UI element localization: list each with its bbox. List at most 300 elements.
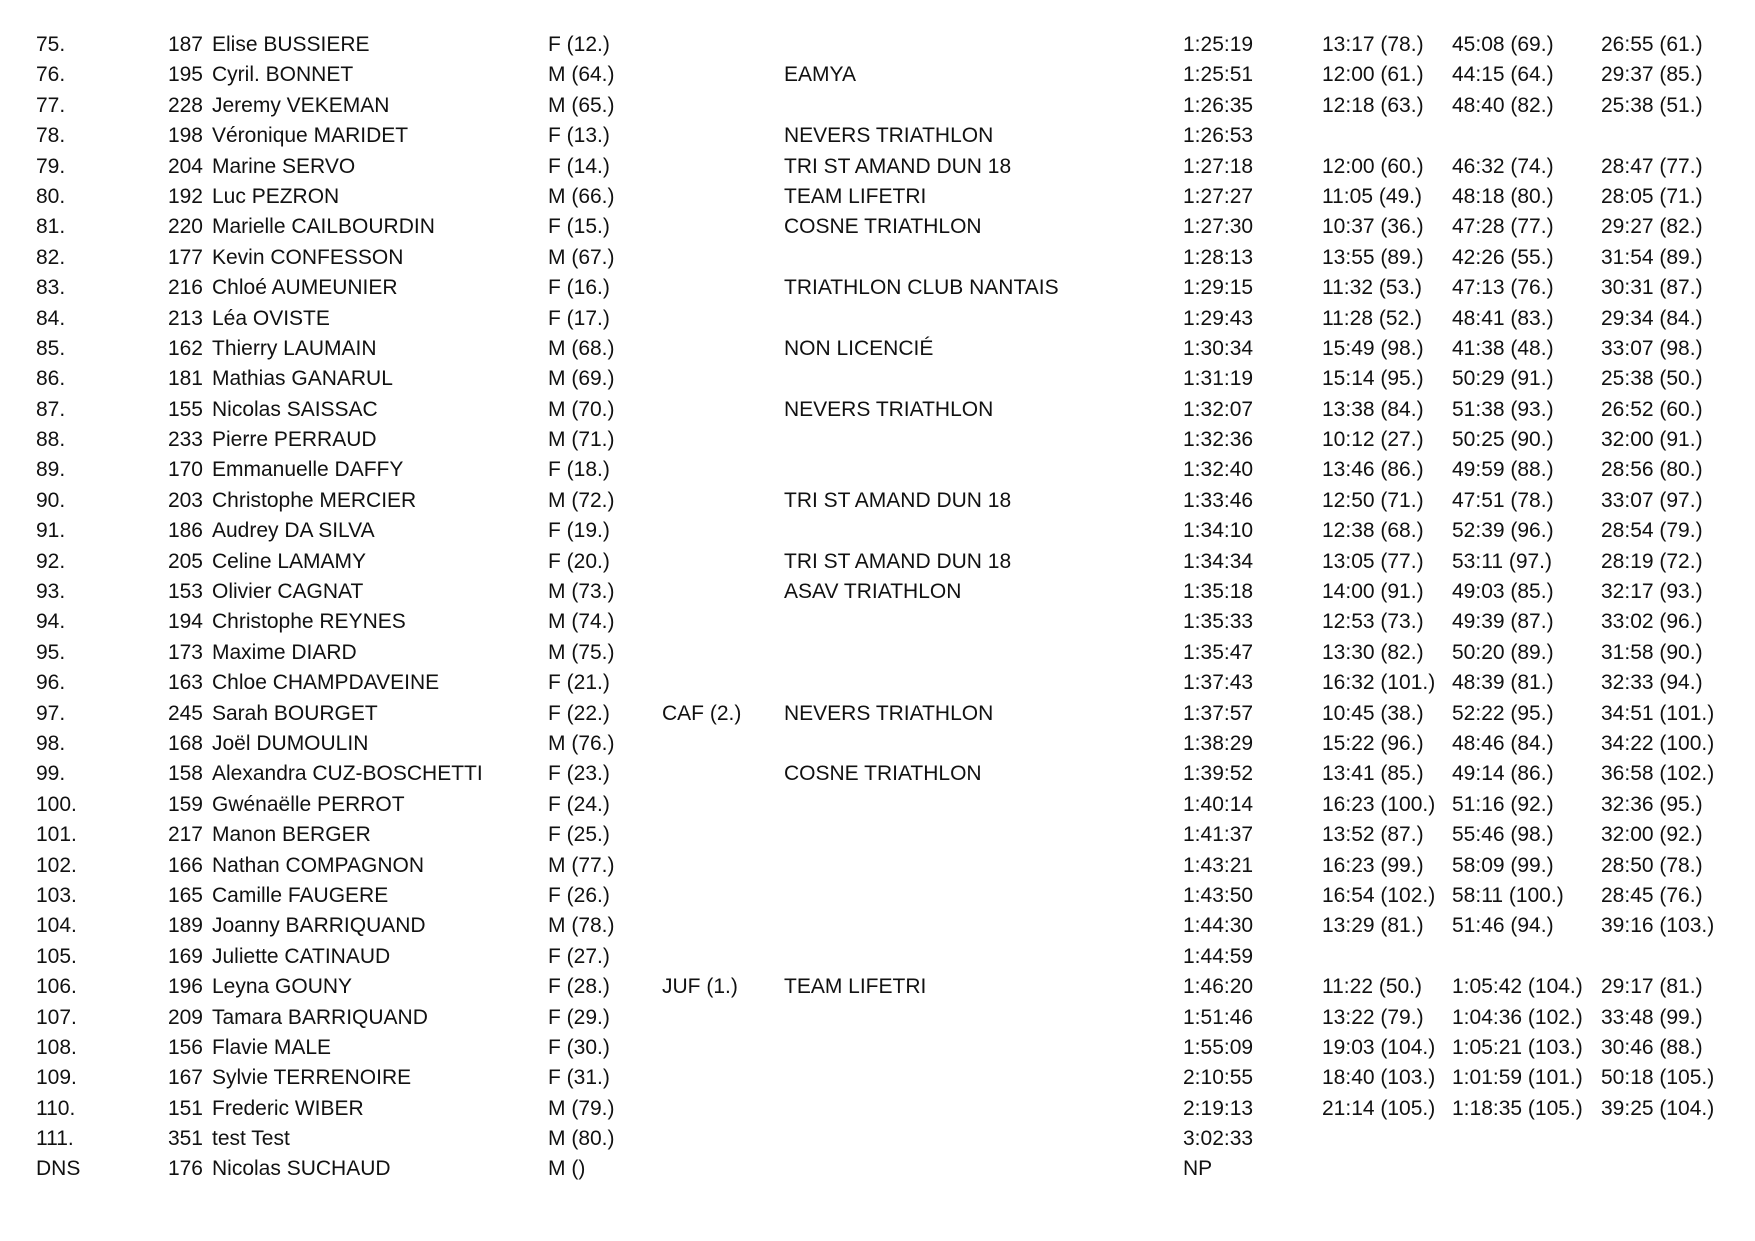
rank-cell: 83. [36, 276, 66, 300]
athlete-name-cell: Thierry LAUMAIN [212, 336, 377, 360]
split-1-cell: 15:14 (95.) [1322, 367, 1424, 391]
table-row [0, 455, 1755, 485]
split-2-cell: 52:22 (95.) [1452, 701, 1554, 725]
table-row [0, 1063, 1755, 1093]
bib-cell: 204 [167, 154, 203, 178]
table-row [0, 851, 1755, 881]
category-rank-cell: M (64.) [548, 63, 615, 87]
athlete-name-cell: test Test [212, 1127, 290, 1151]
rank-cell: 103. [36, 883, 77, 907]
bib-cell: 187 [167, 33, 203, 56]
total-time-cell: 1:28:13 [1183, 245, 1254, 269]
split-1-cell: 12:00 (61.) [1322, 63, 1424, 87]
split-2-cell: 49:03 (85.) [1452, 580, 1554, 604]
athlete-name-cell: Camille FAUGERE [212, 883, 389, 907]
bib-cell: 156 [167, 1035, 203, 1059]
split-1-cell: 11:05 (49.) [1322, 184, 1423, 208]
total-time-cell: 1:26:53 [1183, 124, 1254, 148]
rank-cell: 85. [36, 336, 66, 360]
total-time-cell: 1:29:43 [1183, 306, 1254, 330]
athlete-name-cell: Chloé AUMEUNIER [212, 276, 398, 300]
table-row [0, 152, 1755, 182]
split-2-cell: 49:39 (87.) [1452, 610, 1554, 634]
split-3-cell: 30:46 (88.) [1601, 1035, 1703, 1059]
category-rank-cell: M () [548, 1157, 586, 1181]
total-time-cell: 1:43:50 [1183, 883, 1254, 907]
athlete-name-cell: Joël DUMOULIN [212, 731, 369, 755]
rank-cell: 99. [36, 762, 66, 786]
bib-cell: 155 [167, 397, 203, 421]
table-row [0, 1094, 1755, 1124]
split-2-cell: 48:39 (81.) [1452, 671, 1554, 695]
rank-cell: 98. [36, 731, 66, 755]
bib-cell: 170 [167, 458, 203, 482]
athlete-name-cell: Kevin CONFESSON [212, 245, 404, 269]
category-rank-cell: F (13.) [548, 124, 610, 148]
table-row [0, 364, 1755, 394]
total-time-cell: NP [1183, 1157, 1213, 1181]
split-1-cell: 14:00 (91.) [1322, 580, 1424, 604]
split-2-cell: 1:18:35 (105.) [1452, 1096, 1583, 1120]
athlete-name-cell: Cyril. BONNET [212, 63, 354, 87]
athlete-name-cell: Sarah BOURGET [212, 701, 378, 725]
total-time-cell: 1:33:46 [1183, 488, 1254, 512]
bib-cell: 176 [167, 1157, 203, 1181]
split-1-cell: 21:14 (105.) [1322, 1096, 1436, 1120]
total-time-cell: 1:40:14 [1183, 792, 1254, 816]
table-row [0, 699, 1755, 729]
table-row [0, 759, 1755, 789]
bib-cell: 173 [167, 640, 203, 664]
total-time-cell: 1:27:27 [1183, 184, 1254, 208]
total-time-cell: 1:32:40 [1183, 458, 1254, 482]
total-time-cell: 1:39:52 [1183, 762, 1254, 786]
category-rank-cell: M (71.) [548, 428, 615, 452]
category-rank-cell: M (72.) [548, 488, 615, 512]
split-1-cell: 12:53 (73.) [1322, 610, 1424, 634]
total-time-cell: 1:46:20 [1183, 975, 1254, 999]
table-row [0, 182, 1755, 212]
table-row [0, 972, 1755, 1002]
rank-cell: 94. [36, 610, 66, 634]
split-3-cell: 31:54 (89.) [1601, 245, 1703, 269]
club-cell: TRIATHLON CLUB NANTAIS [784, 276, 1059, 300]
split-3-cell: 29:27 (82.) [1601, 215, 1703, 239]
split-3-cell: 28:19 (72.) [1601, 549, 1703, 573]
split-2-cell: 42:26 (55.) [1452, 245, 1554, 269]
category-rank-cell: F (21.) [548, 671, 610, 695]
category-rank-cell: F (16.) [548, 276, 610, 300]
rank-cell: 76. [36, 63, 66, 87]
split-2-cell: 49:14 (86.) [1452, 762, 1554, 786]
total-time-cell: 1:35:18 [1183, 580, 1254, 604]
table-row [0, 60, 1755, 90]
split-1-cell: 16:23 (100.) [1322, 792, 1436, 816]
split-2-cell: 55:46 (98.) [1452, 823, 1554, 847]
bib-cell: 216 [167, 276, 203, 300]
total-time-cell: 1:44:59 [1183, 944, 1254, 968]
rank-cell: 107. [36, 1005, 77, 1029]
category-rank-cell: F (30.) [548, 1035, 610, 1059]
rank-cell: 96. [36, 671, 66, 695]
split-2-cell: 41:38 (48.) [1452, 336, 1554, 360]
athlete-name-cell: Christophe MERCIER [212, 488, 417, 512]
rank-cell: DNS [36, 1157, 81, 1181]
category-rank-cell: F (27.) [548, 944, 610, 968]
rank-cell: 111. [36, 1127, 74, 1151]
table-row [0, 547, 1755, 577]
split-1-cell: 11:32 (53.) [1322, 276, 1423, 300]
rank-cell: 101. [36, 823, 77, 847]
category-rank-cell: F (14.) [548, 154, 610, 178]
category-rank-cell: M (66.) [548, 184, 615, 208]
athlete-name-cell: Leyna GOUNY [212, 975, 353, 999]
bib-cell: 151 [167, 1096, 203, 1120]
split-3-cell: 31:58 (90.) [1601, 640, 1703, 664]
split-2-cell: 47:51 (78.) [1452, 488, 1554, 512]
athlete-name-cell: Flavie MALE [212, 1035, 332, 1059]
category-rank-cell: F (22.) [548, 701, 610, 725]
split-2-cell: 1:05:21 (103.) [1452, 1035, 1583, 1059]
bib-cell: 153 [167, 580, 203, 604]
athlete-name-cell: Audrey DA SILVA [212, 519, 375, 543]
split-3-cell: 28:05 (71.) [1601, 184, 1703, 208]
split-3-cell: 28:47 (77.) [1601, 154, 1703, 178]
bib-cell: 198 [167, 124, 203, 148]
rank-cell: 77. [36, 93, 66, 117]
split-3-cell: 32:33 (94.) [1601, 671, 1703, 695]
subcategory-rank-cell: CAF (2.) [662, 701, 742, 725]
club-cell: COSNE TRIATHLON [784, 215, 982, 239]
category-rank-cell: M (75.) [548, 640, 615, 664]
split-3-cell: 39:16 (103.) [1601, 914, 1715, 938]
table-row [0, 1003, 1755, 1033]
split-2-cell: 46:32 (74.) [1452, 154, 1554, 178]
table-row [0, 273, 1755, 303]
table-row [0, 729, 1755, 759]
total-time-cell: 1:51:46 [1183, 1005, 1254, 1029]
category-rank-cell: M (77.) [548, 853, 615, 877]
split-2-cell: 48:46 (84.) [1452, 731, 1554, 755]
rank-cell: 88. [36, 428, 66, 452]
club-cell: COSNE TRIATHLON [784, 762, 982, 786]
athlete-name-cell: Gwénaëlle PERROT [212, 792, 405, 816]
bib-cell: 163 [167, 671, 203, 695]
rank-cell: 97. [36, 701, 66, 725]
category-rank-cell: M (69.) [548, 367, 615, 391]
athlete-name-cell: Nathan COMPAGNON [212, 853, 424, 877]
bib-cell: 228 [167, 93, 203, 117]
split-1-cell: 15:22 (96.) [1322, 731, 1424, 755]
bib-cell: 351 [167, 1127, 203, 1151]
split-3-cell: 25:38 (51.) [1601, 93, 1703, 117]
total-time-cell: 1:35:33 [1183, 610, 1254, 634]
athlete-name-cell: Olivier CAGNAT [212, 580, 364, 604]
bib-cell: 158 [167, 762, 203, 786]
split-2-cell: 51:46 (94.) [1452, 914, 1554, 938]
table-row [0, 577, 1755, 607]
bib-cell: 220 [167, 215, 203, 239]
split-3-cell: 33:02 (96.) [1601, 610, 1703, 634]
split-1-cell: 10:45 (38.) [1322, 701, 1424, 725]
total-time-cell: 1:43:21 [1183, 853, 1254, 877]
athlete-name-cell: Juliette CATINAUD [212, 944, 391, 968]
rank-cell: 109. [36, 1066, 77, 1090]
total-time-cell: 1:32:07 [1183, 397, 1254, 421]
results-table [0, 30, 1755, 1185]
split-3-cell: 32:00 (91.) [1601, 428, 1703, 452]
category-rank-cell: F (17.) [548, 306, 610, 330]
split-2-cell: 53:11 (97.) [1452, 549, 1553, 573]
total-time-cell: 1:37:57 [1183, 701, 1254, 725]
bib-cell: 189 [167, 914, 203, 938]
split-3-cell: 39:25 (104.) [1601, 1096, 1715, 1120]
split-1-cell: 15:49 (98.) [1322, 336, 1424, 360]
bib-cell: 168 [167, 731, 203, 755]
split-1-cell: 11:22 (50.) [1322, 975, 1423, 999]
bib-cell: 192 [167, 184, 203, 208]
total-time-cell: 1:27:18 [1183, 154, 1254, 178]
split-2-cell: 1:01:59 (101.) [1452, 1066, 1583, 1090]
bib-cell: 195 [167, 63, 203, 87]
split-1-cell: 13:46 (86.) [1322, 458, 1424, 482]
table-row [0, 91, 1755, 121]
category-rank-cell: F (20.) [548, 549, 610, 573]
table-row [0, 1154, 1755, 1184]
bib-cell: 177 [167, 245, 203, 269]
split-2-cell: 47:28 (77.) [1452, 215, 1554, 239]
category-rank-cell: M (65.) [548, 93, 615, 117]
split-2-cell: 48:18 (80.) [1452, 184, 1554, 208]
total-time-cell: 2:19:13 [1183, 1096, 1254, 1120]
category-rank-cell: F (31.) [548, 1066, 610, 1090]
rank-cell: 108. [36, 1035, 77, 1059]
total-time-cell: 1:26:35 [1183, 93, 1254, 117]
club-cell: EAMYA [784, 63, 856, 87]
bib-cell: 166 [167, 853, 203, 877]
split-3-cell: 30:31 (87.) [1601, 276, 1703, 300]
bib-cell: 209 [167, 1005, 203, 1029]
total-time-cell: 1:44:30 [1183, 914, 1254, 938]
table-row [0, 638, 1755, 668]
rank-cell: 89. [36, 458, 66, 482]
table-row [0, 121, 1755, 151]
total-time-cell: 1:29:15 [1183, 276, 1254, 300]
club-cell: NON LICENCIÉ [784, 336, 934, 360]
split-3-cell: 28:56 (80.) [1601, 458, 1703, 482]
split-2-cell: 51:38 (93.) [1452, 397, 1554, 421]
athlete-name-cell: Jeremy VEKEMAN [212, 93, 390, 117]
split-1-cell: 13:38 (84.) [1322, 397, 1424, 421]
athlete-name-cell: Frederic WIBER [212, 1096, 364, 1120]
athlete-name-cell: Nicolas SUCHAUD [212, 1157, 391, 1181]
split-2-cell: 51:16 (92.) [1452, 792, 1554, 816]
split-1-cell: 10:37 (36.) [1322, 215, 1424, 239]
split-1-cell: 13:52 (87.) [1322, 823, 1424, 847]
club-cell: NEVERS TRIATHLON [784, 124, 994, 148]
split-2-cell: 49:59 (88.) [1452, 458, 1554, 482]
bib-cell: 167 [167, 1066, 203, 1090]
category-rank-cell: F (19.) [548, 519, 610, 543]
total-time-cell: 1:38:29 [1183, 731, 1254, 755]
split-3-cell: 29:34 (84.) [1601, 306, 1703, 330]
split-3-cell: 33:07 (97.) [1601, 488, 1703, 512]
rank-cell: 92. [36, 549, 66, 573]
athlete-name-cell: Pierre PERRAUD [212, 428, 377, 452]
club-cell: TEAM LIFETRI [784, 184, 927, 208]
club-cell: NEVERS TRIATHLON [784, 701, 994, 725]
split-2-cell: 58:11 (100.) [1452, 883, 1564, 907]
category-rank-cell: M (73.) [548, 580, 615, 604]
total-time-cell: 1:37:43 [1183, 671, 1254, 695]
split-2-cell: 1:05:42 (104.) [1452, 975, 1583, 999]
table-row [0, 212, 1755, 242]
athlete-name-cell: Manon BERGER [212, 823, 371, 847]
rank-cell: 79. [36, 154, 66, 178]
category-rank-cell: F (25.) [548, 823, 610, 847]
total-time-cell: 1:27:30 [1183, 215, 1254, 239]
total-time-cell: 1:25:51 [1183, 63, 1254, 87]
bib-cell: 245 [167, 701, 203, 725]
split-1-cell: 13:17 (78.) [1322, 33, 1424, 56]
split-2-cell: 45:08 (69.) [1452, 33, 1554, 56]
bib-cell: 194 [167, 610, 203, 634]
athlete-name-cell: Chloe CHAMPDAVEINE [212, 671, 440, 695]
athlete-name-cell: Elise BUSSIERE [212, 33, 370, 56]
split-2-cell: 50:20 (89.) [1452, 640, 1554, 664]
total-time-cell: 1:34:10 [1183, 519, 1254, 543]
rank-cell: 100. [36, 792, 77, 816]
table-row [0, 1124, 1755, 1154]
split-2-cell: 47:13 (76.) [1452, 276, 1554, 300]
split-1-cell: 13:41 (85.) [1322, 762, 1424, 786]
total-time-cell: 2:10:55 [1183, 1066, 1254, 1090]
split-2-cell: 52:39 (96.) [1452, 519, 1554, 543]
category-rank-cell: M (79.) [548, 1096, 615, 1120]
split-1-cell: 12:50 (71.) [1322, 488, 1424, 512]
split-3-cell: 36:58 (102.) [1601, 762, 1715, 786]
bib-cell: 169 [167, 944, 203, 968]
athlete-name-cell: Véronique MARIDET [212, 124, 409, 148]
split-2-cell: 58:09 (99.) [1452, 853, 1554, 877]
split-2-cell: 1:04:36 (102.) [1452, 1005, 1583, 1029]
rank-cell: 84. [36, 306, 66, 330]
athlete-name-cell: Luc PEZRON [212, 184, 340, 208]
bib-cell: 159 [167, 792, 203, 816]
club-cell: TRI ST AMAND DUN 18 [784, 488, 1012, 512]
rank-cell: 93. [36, 580, 66, 604]
athlete-name-cell: Celine LAMAMY [212, 549, 367, 573]
total-time-cell: 1:25:19 [1183, 33, 1254, 56]
table-row [0, 881, 1755, 911]
bib-cell: 181 [167, 367, 203, 391]
total-time-cell: 1:34:34 [1183, 549, 1254, 573]
athlete-name-cell: Léa OVISTE [212, 306, 330, 330]
split-1-cell: 12:38 (68.) [1322, 519, 1424, 543]
category-rank-cell: M (78.) [548, 914, 615, 938]
split-3-cell: 34:51 (101.) [1601, 701, 1715, 725]
rank-cell: 104. [36, 914, 77, 938]
rank-cell: 86. [36, 367, 66, 391]
bib-cell: 213 [167, 306, 203, 330]
club-cell: TRI ST AMAND DUN 18 [784, 154, 1012, 178]
total-time-cell: 3:02:33 [1183, 1127, 1254, 1151]
split-2-cell: 48:40 (82.) [1452, 93, 1554, 117]
athlete-name-cell: Emmanuelle DAFFY [212, 458, 404, 482]
category-rank-cell: M (80.) [548, 1127, 615, 1151]
split-3-cell: 32:36 (95.) [1601, 792, 1703, 816]
rank-cell: 91. [36, 519, 66, 543]
split-1-cell: 13:29 (81.) [1322, 914, 1424, 938]
split-1-cell: 10:12 (27.) [1322, 428, 1424, 452]
athlete-name-cell: Christophe REYNES [212, 610, 406, 634]
category-rank-cell: F (15.) [548, 215, 610, 239]
athlete-name-cell: Sylvie TERRENOIRE [212, 1066, 412, 1090]
rank-cell: 82. [36, 245, 66, 269]
split-3-cell: 28:45 (76.) [1601, 883, 1703, 907]
split-3-cell: 32:00 (92.) [1601, 823, 1703, 847]
rank-cell: 106. [36, 975, 77, 999]
split-3-cell: 34:22 (100.) [1601, 731, 1715, 755]
split-3-cell: 26:55 (61.) [1601, 33, 1703, 56]
table-row [0, 30, 1755, 60]
split-3-cell: 33:48 (99.) [1601, 1005, 1703, 1029]
athlete-name-cell: Marielle CAILBOURDIN [212, 215, 435, 239]
rank-cell: 90. [36, 488, 66, 512]
table-row [0, 304, 1755, 334]
category-rank-cell: F (26.) [548, 883, 610, 907]
total-time-cell: 1:35:47 [1183, 640, 1254, 664]
split-1-cell: 11:28 (52.) [1322, 306, 1423, 330]
category-rank-cell: M (70.) [548, 397, 615, 421]
club-cell: NEVERS TRIATHLON [784, 397, 994, 421]
athlete-name-cell: Maxime DIARD [212, 640, 357, 664]
split-1-cell: 12:18 (63.) [1322, 93, 1424, 117]
table-row [0, 668, 1755, 698]
table-row [0, 395, 1755, 425]
total-time-cell: 1:30:34 [1183, 336, 1254, 360]
table-row [0, 790, 1755, 820]
split-1-cell: 19:03 (104.) [1322, 1035, 1436, 1059]
split-1-cell: 13:55 (89.) [1322, 245, 1424, 269]
category-rank-cell: M (76.) [548, 731, 615, 755]
split-3-cell: 29:37 (85.) [1601, 63, 1703, 87]
split-3-cell: 25:38 (50.) [1601, 367, 1703, 391]
split-3-cell: 29:17 (81.) [1601, 975, 1703, 999]
split-3-cell: 28:54 (79.) [1601, 519, 1703, 543]
athlete-name-cell: Nicolas SAISSAC [212, 397, 378, 421]
split-1-cell: 13:22 (79.) [1322, 1005, 1424, 1029]
split-1-cell: 16:23 (99.) [1322, 853, 1424, 877]
split-2-cell: 48:41 (83.) [1452, 306, 1554, 330]
table-row [0, 1033, 1755, 1063]
bib-cell: 233 [167, 428, 203, 452]
athlete-name-cell: Marine SERVO [212, 154, 356, 178]
rank-cell: 110. [36, 1096, 76, 1120]
bib-cell: 217 [167, 823, 203, 847]
split-2-cell: 50:29 (91.) [1452, 367, 1554, 391]
bib-cell: 162 [167, 336, 203, 360]
total-time-cell: 1:55:09 [1183, 1035, 1254, 1059]
table-row [0, 486, 1755, 516]
category-rank-cell: F (24.) [548, 792, 610, 816]
table-row [0, 334, 1755, 364]
split-2-cell: 50:25 (90.) [1452, 428, 1554, 452]
bib-cell: 165 [167, 883, 203, 907]
split-1-cell: 16:54 (102.) [1322, 883, 1436, 907]
table-row [0, 911, 1755, 941]
category-rank-cell: F (29.) [548, 1005, 610, 1029]
